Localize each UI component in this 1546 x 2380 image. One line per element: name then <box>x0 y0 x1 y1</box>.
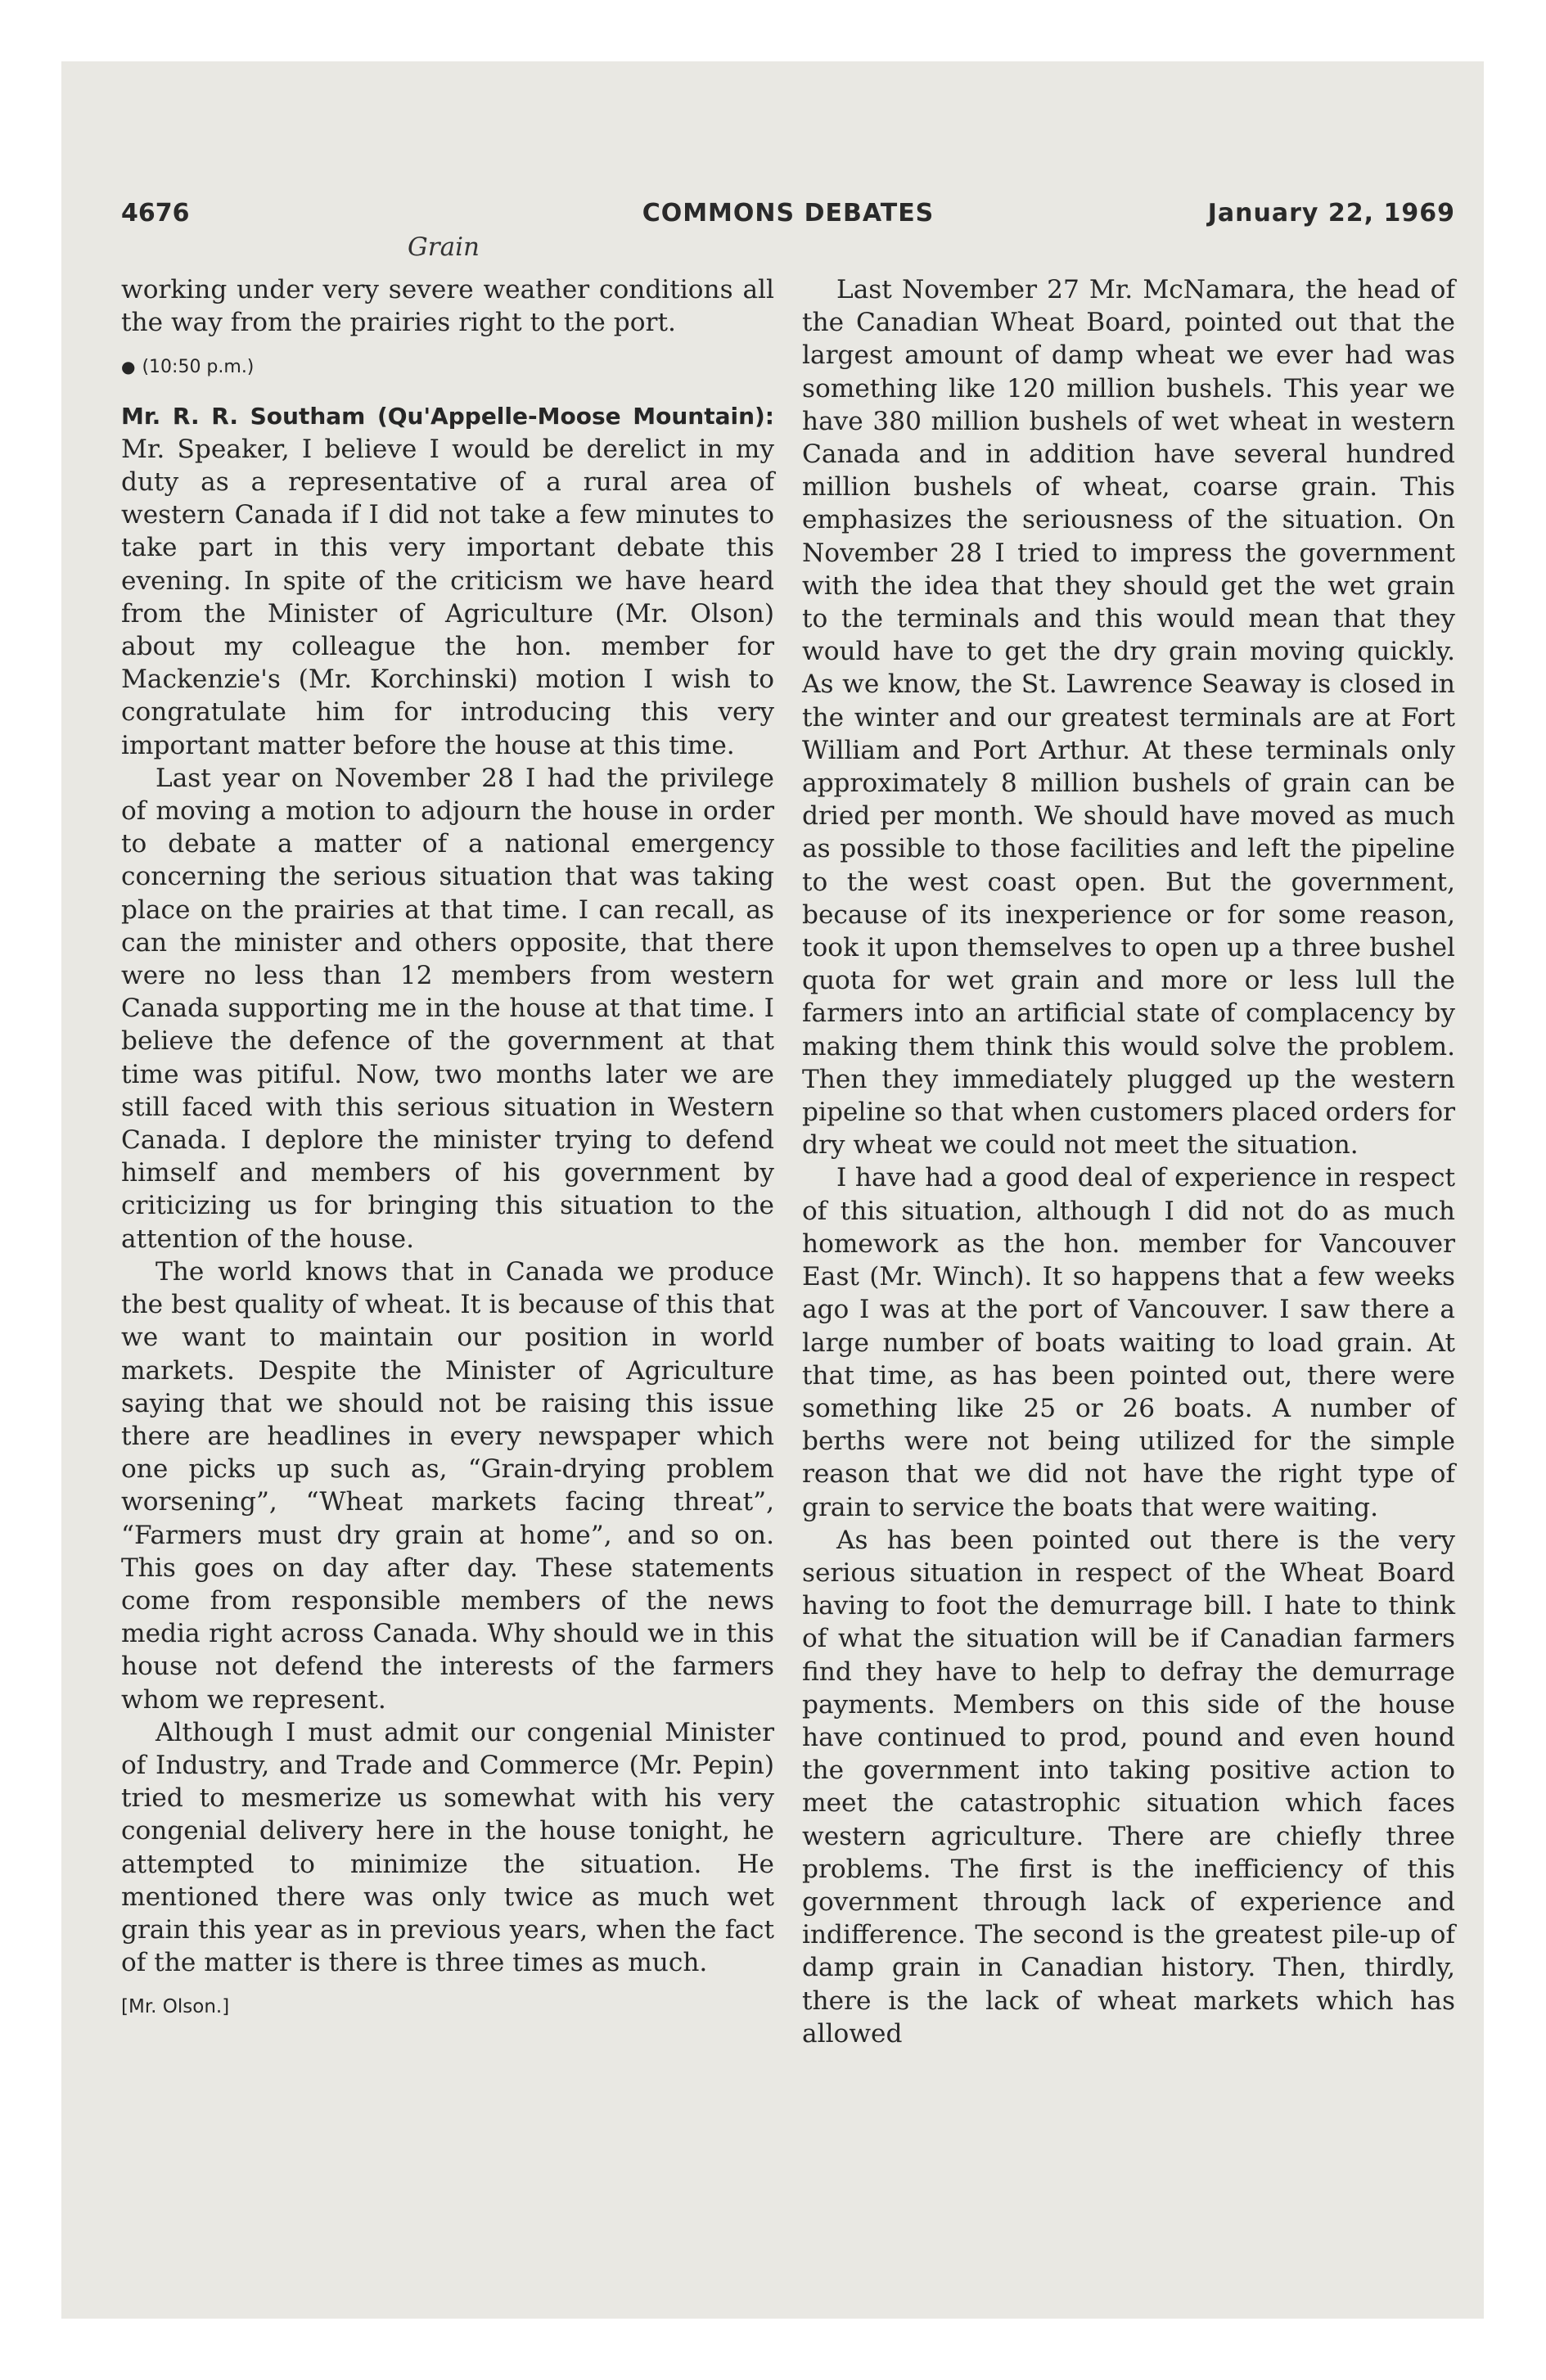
publication-title: COMMONS DEBATES <box>642 199 935 228</box>
right-column <box>802 273 1455 2050</box>
paragraph: As has been pointed out there is the very serious situation in respect of the Wheat Board having to foot the demurrage bill. I hate to think of what the situation will be if Canadian farmers find they have to help to defray the demurrage payments. Members on this side of the house have continued to prod, pound and even hound the government into taking positive action to meet the catastrophic situation which faces western agriculture. There are chiefly three problems. The first is the inefficiency of this government through lack of experience and indifference. The second is the greatest pile-up of damp grain in Canadian history. Then, thirdly, there is the lack of wheat markets which has allowed <box>802 1525 1455 2049</box>
subject-heading: Grain <box>408 232 480 262</box>
time-text: (10:50 p.m.) <box>142 357 255 378</box>
speaker-name: Mr. R. R. Southam (Qu'Appelle-Moose Mountain): <box>121 402 774 430</box>
paragraph: Last November 27 Mr. McNamara, the head of the Canadian Wheat Board, pointed out that the largest amount of damp wheat we ever had was something like 120 million bushels. This year we have 380 million bushels of wet wheat in western Canada and in addition have several hundred million bushels of wheat, coarse grain. This emphasizes the seriousness of the situation. On November 28 I tried to impress the government with the idea that they should get the wet grain to the terminals and this would mean that they would have to get the dry grain moving quickly. As we know, the St. Lawrence Seaway is closed in the winter and our greatest terminals are at Fort William and Port Arthur. At these terminals only approximately 8 million bushels of grain can be dried per month. We should have moved as much as possible to those facilities and left the pipeline to the west coast open. But the government, because of its inexperience or for some reason, took it upon themselves to open up a three bushel quota for wet grain and more or less lull the farmers into an artificial state of complacency by making them think this would solve the problem. Then they immediately plugged up the western pipeline so that when customers placed orders for dry wheat we could not meet the situation. <box>802 275 1455 1161</box>
publication-date: January 22, 1969 <box>1207 199 1455 228</box>
page-number: 4676 <box>121 199 190 228</box>
bullet-icon: ● <box>121 357 136 377</box>
paragraph: I have had a good deal of experience in respect of this situation, although I did not do as much homework as the hon. member for Vancouver East (Mr. Winch). It so happens that a few weeks ago I was at the port of Vancouver. I saw there a large number of boats waiting to load grain. At that time, as has been pointed out, there were something like 25 or 26 boats. A number of berths were not being utilized for the simple reason that we did not have the right type of grain to service the boats that were waiting. <box>802 1163 1455 1522</box>
paragraph: Although I must admit our congenial Minister of Industry, and Trade and Commerce (Mr. Pepin) tried to mesmerize us somewhat with his very congenial delivery here in the house tonight, he attempted to minimize the situation. He mentioned there was only twice as much wet grain this year as in previous years, when the fact of the matter is there is three times as much. <box>121 1717 774 1978</box>
paragraph: working under very severe weather conditions all the way from the prairies right to the port. <box>121 275 774 338</box>
page-footer: [Mr. Olson.] <box>121 1996 230 2018</box>
page-header <box>121 199 1455 232</box>
paragraph-body: Mr. Speaker, I believe I would be derelict in my duty as a representative of a rural area of western Canada if I did not take a few minutes to take part in this very important debate this evening. In spite of the criticism we have heard from the Minister of Agriculture (Mr. Olson) about my colleague the hon. member for Mackenzie's (Mr. Korchinski) motion I wish to congratulate him for introducing this very important matter before the house at this time. <box>121 434 774 760</box>
left-column <box>121 273 774 2024</box>
time-stamp <box>121 350 774 384</box>
paragraph <box>121 399 774 762</box>
paragraph: The world knows that in Canada we produce the best quality of wheat. It is because of this that we want to maintain our position in world markets. Despite the Minister of Agriculture saying that we should not be raising this issue there are headlines in every newspaper which one picks up such as, “Grain-drying problem worsening”, “Wheat markets facing threat”, “Farmers must dry grain at home”, and so on. This goes on day after day. These statements come from responsible members of the news media right across Canada. Why should we in this house not defend the interests of the farmers whom we represent. <box>121 1256 774 1715</box>
paragraph: Last year on November 28 I had the privilege of moving a motion to adjourn the house in order to debate a matter of a national emergency concerning the serious situation that was taking place on the prairies at that time. I can recall, as can the minister and others opposite, that there were no less than 12 members from western Canada supporting me in the house at that time. I believe the defence of the government at that time was pitiful. Now, two months later we are still faced with this serious situation in Western Canada. I deplore the minister trying to defend himself and members of his government by criticizing us for bringing this situation to the attention of the house. <box>121 763 774 1254</box>
